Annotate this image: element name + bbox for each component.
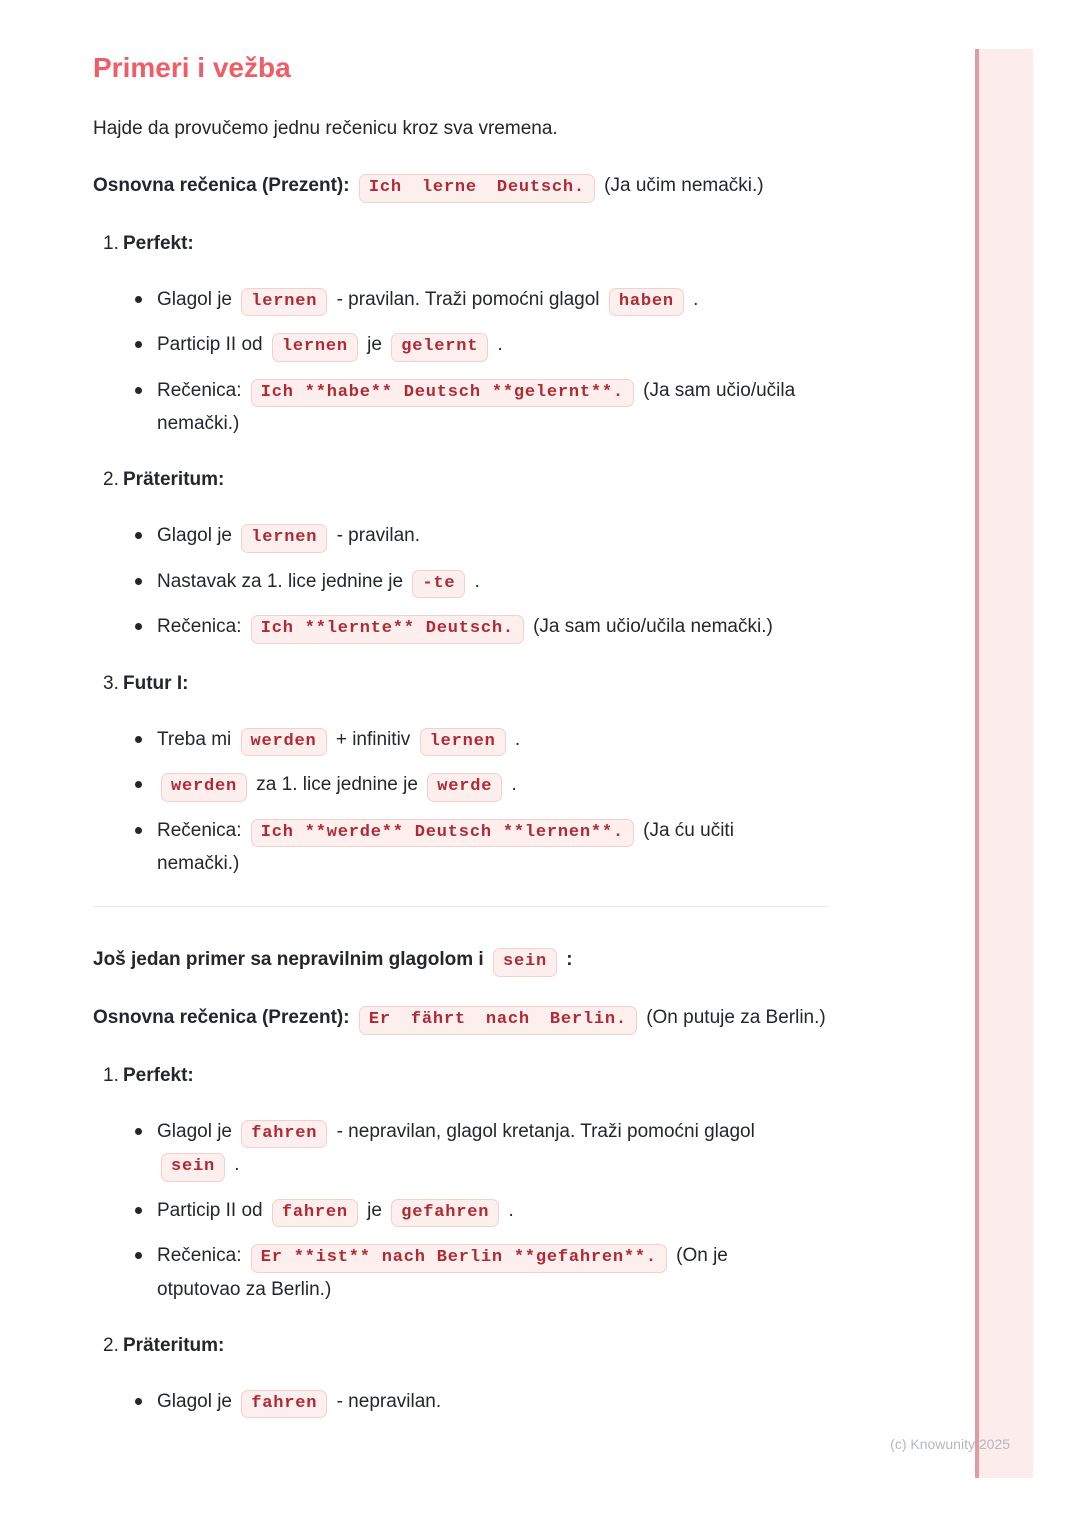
bullet-list: [93, 1385, 828, 1419]
text-run: - pravilan. Traži pomoćni glagol: [331, 288, 605, 310]
text-run: je: [361, 1199, 388, 1221]
text-run: [484, 949, 489, 970]
page-side-accent-panel: [979, 49, 1033, 1478]
paragraph: [93, 943, 828, 977]
inline-code-chip: Ich **werde** Deutsch **lernen**.: [251, 819, 634, 848]
bullet-list-item: [157, 723, 812, 757]
text-run: + infinitiv: [330, 728, 416, 750]
inline-code-chip: Ich **habe** Deutsch **gelernt**.: [251, 379, 634, 408]
inline-code-chip: gelernt: [391, 333, 488, 362]
list-number: 2.: [103, 469, 119, 491]
list-number: 3.: [103, 672, 119, 694]
numbered-list-heading: [93, 667, 828, 700]
section-divider: [93, 906, 828, 907]
bullet-list-item: [157, 519, 812, 553]
inline-code-chip: sein: [161, 1153, 225, 1182]
numbered-list-heading: [93, 227, 828, 260]
inline-code-chip: Er **ist** nach Berlin **gefahren**.: [251, 1244, 667, 1273]
text-run: .: [229, 1154, 240, 1176]
text-run: - nepravilan.: [331, 1390, 442, 1412]
bullet-list-item: [157, 374, 812, 441]
text-run: (Ja sam učio/učila nemački.): [157, 379, 796, 435]
inline-code-chip: sein: [493, 948, 557, 977]
text-run: za 1. lice jednine je: [251, 774, 424, 796]
paragraph: [93, 169, 828, 203]
text-run: .: [506, 774, 517, 796]
page-title: Primeri i vežba: [93, 52, 291, 83]
list-heading-label: Futur I:: [123, 672, 189, 694]
text-run: je: [361, 334, 388, 356]
inline-code-chip: lernen: [420, 728, 506, 757]
list-heading-label: Perfekt:: [123, 1064, 194, 1086]
bullet-list-item: [157, 565, 812, 599]
inline-code-chip: haben: [609, 288, 684, 317]
list-heading-label: Perfekt:: [123, 232, 194, 254]
paragraph: [93, 112, 828, 145]
bullet-list: [93, 1115, 828, 1306]
bullet-list-item: [157, 1385, 812, 1419]
text-run: [350, 175, 355, 196]
text-run: (On je otputovao za Berlin.): [157, 1245, 728, 1300]
text-run: Nastavak za 1. lice jednine je: [157, 570, 409, 592]
bold-text-run: Još jedan primer sa nepravilnim glagolom i: [93, 949, 484, 971]
bullet-list-item: [157, 814, 812, 881]
page-side-accent-line: [975, 49, 979, 1478]
text-run: Hajde da provučemo jednu rečenicu kroz sva vremena.: [93, 118, 558, 139]
numbered-list-heading: [93, 1059, 828, 1092]
inline-code-chip: fahren: [272, 1199, 358, 1228]
paragraph: [93, 1001, 828, 1035]
inline-code-chip: lernen: [241, 524, 327, 553]
bold-text-run: :: [560, 949, 573, 971]
text-run: Glagol je: [157, 1390, 238, 1412]
copyright-notice: (c) Knowunity 2025: [890, 1436, 1010, 1452]
inline-code-chip: lernen: [241, 288, 327, 317]
text-run: Rečenica:: [157, 819, 247, 841]
inline-code-chip: Ich **lernte** Deutsch.: [251, 615, 524, 644]
text-run: Glagol je: [157, 525, 238, 547]
bullet-list: [93, 519, 828, 644]
text-run: (Ja ću učiti nemački.): [157, 819, 734, 875]
text-run: .: [492, 334, 503, 356]
inline-code-chip: werden: [241, 728, 327, 757]
list-number: 1.: [103, 232, 119, 254]
text-run: (On putuje za Berlin.): [640, 1007, 826, 1029]
inline-code-chip: Er fährt nach Berlin.: [359, 1006, 637, 1035]
bullet-list-item: [157, 1194, 812, 1228]
bullet-list-item: [157, 283, 812, 317]
text-run: .: [509, 728, 521, 750]
text-run: - nepravilan, glagol kretanja. Traži pomoćni glagol: [331, 1120, 755, 1142]
text-run: Rečenica:: [157, 379, 247, 401]
bullet-list-item: [157, 768, 812, 802]
document-blocks: [93, 112, 828, 1418]
bullet-list: [93, 723, 828, 881]
bullet-list-item: [157, 1239, 812, 1306]
document-content: [93, 48, 828, 1441]
inline-code-chip: gefahren: [391, 1199, 499, 1228]
bold-text-run: Osnovna rečenica (Prezent):: [93, 175, 350, 196]
list-heading-label: Präteritum:: [123, 469, 225, 491]
text-run: Particip II od: [157, 334, 268, 356]
inline-code-chip: werden: [161, 773, 247, 802]
inline-code-chip: -te: [412, 570, 465, 599]
text-run: .: [503, 1199, 514, 1221]
text-run: (Ja sam učio/učila nemački.): [527, 616, 773, 638]
inline-code-chip: werde: [427, 773, 502, 802]
inline-code-chip: fahren: [241, 1390, 327, 1419]
text-run: (Ja učim nemački.): [598, 175, 764, 196]
numbered-list-heading: [93, 1329, 828, 1362]
text-run: Rečenica:: [157, 1245, 247, 1267]
bold-text-run: Osnovna rečenica (Prezent):: [93, 1007, 350, 1029]
bullet-list-item: [157, 610, 812, 644]
inline-code-chip: Ich lerne Deutsch.: [359, 174, 595, 203]
list-number: 2.: [103, 1334, 119, 1356]
text-run: .: [687, 288, 699, 310]
inline-code-chip: fahren: [241, 1120, 327, 1149]
text-run: .: [469, 570, 480, 592]
text-run: Rečenica:: [157, 616, 247, 638]
list-number: 1.: [103, 1064, 119, 1086]
inline-code-chip: lernen: [272, 333, 358, 362]
text-run: Glagol je: [157, 288, 238, 310]
text-run: Particip II od: [157, 1199, 268, 1221]
bullet-list-item: [157, 328, 812, 362]
text-run: [350, 1007, 355, 1028]
bullet-list: [93, 283, 828, 441]
text-run: Treba mi: [157, 728, 237, 750]
bullet-list-item: [157, 1115, 812, 1182]
text-run: - pravilan.: [331, 525, 420, 547]
list-heading-label: Präteritum:: [123, 1334, 225, 1356]
text-run: Glagol je: [157, 1120, 238, 1142]
numbered-list-heading: [93, 463, 828, 496]
